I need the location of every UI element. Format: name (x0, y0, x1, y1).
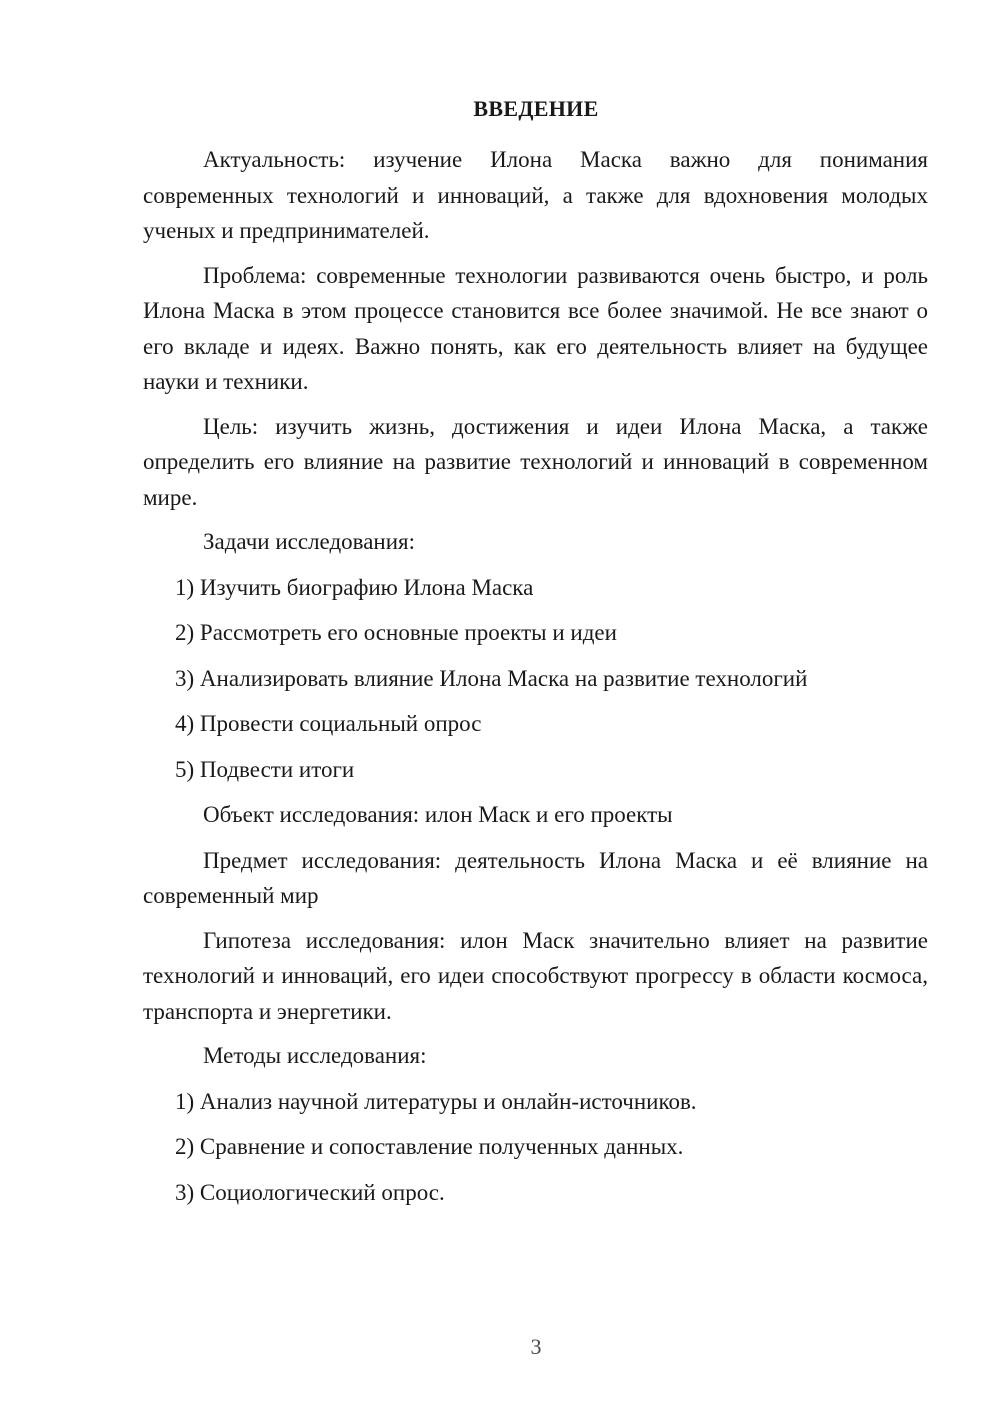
tasks-list (143, 570, 928, 788)
list-item: 3) Анализировать влияние Илона Маска на развитие технологий (175, 665, 808, 691)
list-item: 2) Рассмотреть его основные проекты и идеи (175, 620, 617, 645)
list-item: 1) Изучить биографию Илона Маска (175, 574, 534, 600)
list-item: 4) Провести социальный опрос (175, 711, 482, 736)
goal-paragraph: Цель: изучить жизнь, достижения и идеи Илона Маска, а также определить его влияние на развитие технологий и инноваций в современном мире. (143, 413, 928, 510)
methods-list (143, 1084, 928, 1211)
object-paragraph: Объект исследования: илон Маск и его проекты (203, 802, 673, 827)
tasks-heading: Задачи исследования: (203, 529, 416, 554)
list-item: 2) Сравнение и сопоставление полученных данных. (175, 1134, 684, 1159)
list-item: 1) Анализ научной литературы и онлайн-источников. (175, 1088, 697, 1114)
list-item: 5) Подвести итоги (175, 756, 355, 782)
relevance-paragraph: Актуальность: изучение Илона Маска важно для понимания современных технологий и инноваций, а также для вдохновения молодых ученых и предпринимателей. (143, 147, 928, 243)
document-body (143, 142, 928, 1220)
page-number: 3 (530, 1334, 542, 1359)
list-item: 3) Социологический опрос. (175, 1179, 445, 1205)
page-title: ВВЕДЕНИЕ (473, 96, 599, 121)
problem-paragraph: Проблема: современные технологии развиваются очень быстро, и роль Илона Маска в этом процессе становится все более значимой. Не все знают о его вкладе и идеях. Важно понять, как его деятельность влияет на будущее науки и техники. (143, 262, 928, 394)
subject-paragraph: Предмет исследования: деятельность Илона Маска и её влияние на современный мир (143, 847, 928, 908)
hypothesis-paragraph: Гипотеза исследования: илон Маск значительно влияет на развитие технологий и инноваций, его идеи способствуют прогрессу в области космоса, транспорта и энергетики. (143, 927, 928, 1024)
methods-heading: Методы исследования: (203, 1043, 427, 1068)
